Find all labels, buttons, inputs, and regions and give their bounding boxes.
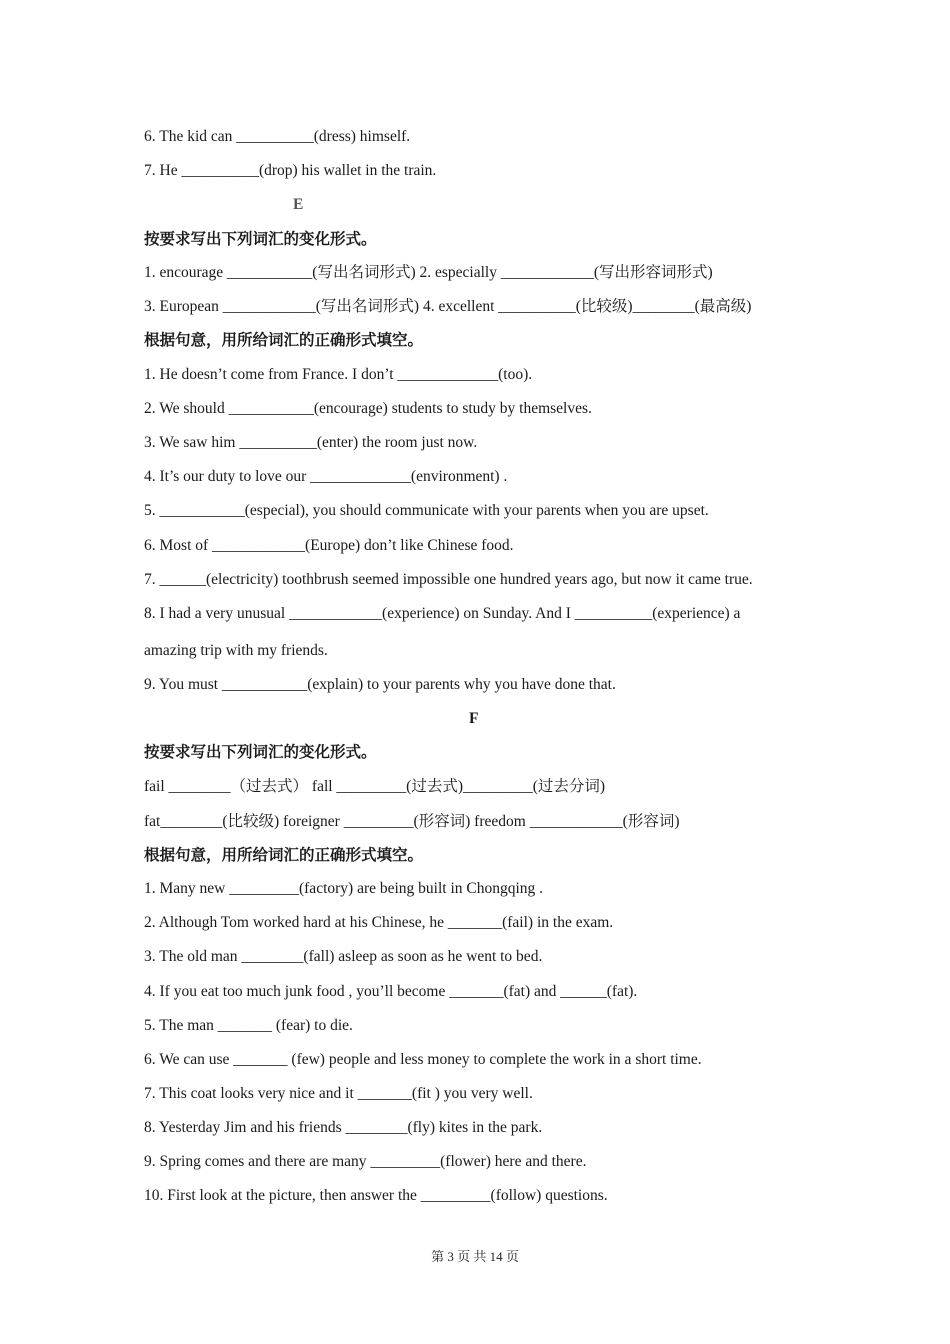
exercise-item: 7. This coat looks very nice and it _______(fit ) you very well.	[144, 1085, 533, 1102]
exercise-item-continuation: amazing trip with my friends.	[144, 642, 328, 659]
exercise-item: 9. You must ___________(explain) to your parents why you have done that.	[144, 676, 616, 693]
word-forms-line: fat________(比较级) foreigner _________(形容词) freedom ____________(形容词)	[144, 813, 680, 830]
exercise-item: 4. It’s our duty to love our _____________(environment) .	[144, 468, 508, 485]
exercise-item: 9. Spring comes and there are many _________(flower) here and there.	[144, 1153, 587, 1170]
exercise-item: 1. Many new _________(factory) are being built in Chongqing .	[144, 880, 544, 897]
word-forms-line: 3. European ____________(写出名词形式) 4. excellent __________(比较级)________(最高级)	[144, 298, 752, 315]
instruction-fill-blanks: 根据句意，用所给词汇的正确形式填空。	[144, 847, 424, 864]
exercise-item: 2. We should ___________(encourage) students to study by themselves.	[144, 400, 592, 417]
exercise-item: 8. I had a very unusual ____________(experience) on Sunday. And I __________(experience) a	[144, 605, 741, 622]
section-heading-f: F	[469, 710, 479, 727]
word-forms-line: 1. encourage ___________(写出名词形式) 2. especially ____________(写出形容词形式)	[144, 264, 713, 281]
exercise-item: 2. Although Tom worked hard at his Chinese, he _______(fail) in the exam.	[144, 914, 614, 931]
exercise-item: 10. First look at the picture, then answer the _________(follow) questions.	[144, 1187, 608, 1204]
exercise-item: 7. He __________(drop) his wallet in the train.	[144, 162, 437, 179]
exercise-item: 7. ______(electricity) toothbrush seemed impossible one hundred years ago, but now it came true.	[144, 571, 753, 588]
exercise-item: 3. The old man ________(fall) asleep as soon as he went to bed.	[144, 948, 543, 965]
exercise-item: 8. Yesterday Jim and his friends ________(fly) kites in the park.	[144, 1119, 543, 1136]
instruction-fill-blanks: 根据句意，用所给词汇的正确形式填空。	[144, 332, 424, 349]
exercise-item: 5. The man _______ (fear) to die.	[144, 1017, 353, 1034]
exercise-item: 6. The kid can __________(dress) himself.	[144, 128, 411, 145]
exercise-item: 6. We can use _______ (few) people and less money to complete the work in a short time.	[144, 1051, 702, 1068]
instruction-word-forms: 按要求写出下列词汇的变化形式。	[144, 231, 377, 248]
exercise-item: 1. He doesn’t come from France. I don’t _____________(too).	[144, 366, 533, 383]
exercise-item: 6. Most of ____________(Europe) don’t like Chinese food.	[144, 537, 514, 554]
exercise-item: 3. We saw him __________(enter) the room just now.	[144, 434, 478, 451]
section-heading-e: E	[293, 196, 304, 213]
exercise-item: 5. ___________(especial), you should communicate with your parents when you are upset.	[144, 502, 709, 519]
page-number-footer: 第 3 页 共 14 页	[431, 1249, 519, 1264]
exercise-item: 4. If you eat too much junk food , you’ll become _______(fat) and ______(fat).	[144, 983, 638, 1000]
word-forms-line: fail ________（过去式） fall _________(过去式)_________(过去分词)	[144, 778, 606, 795]
instruction-word-forms: 按要求写出下列词汇的变化形式。	[144, 744, 377, 761]
